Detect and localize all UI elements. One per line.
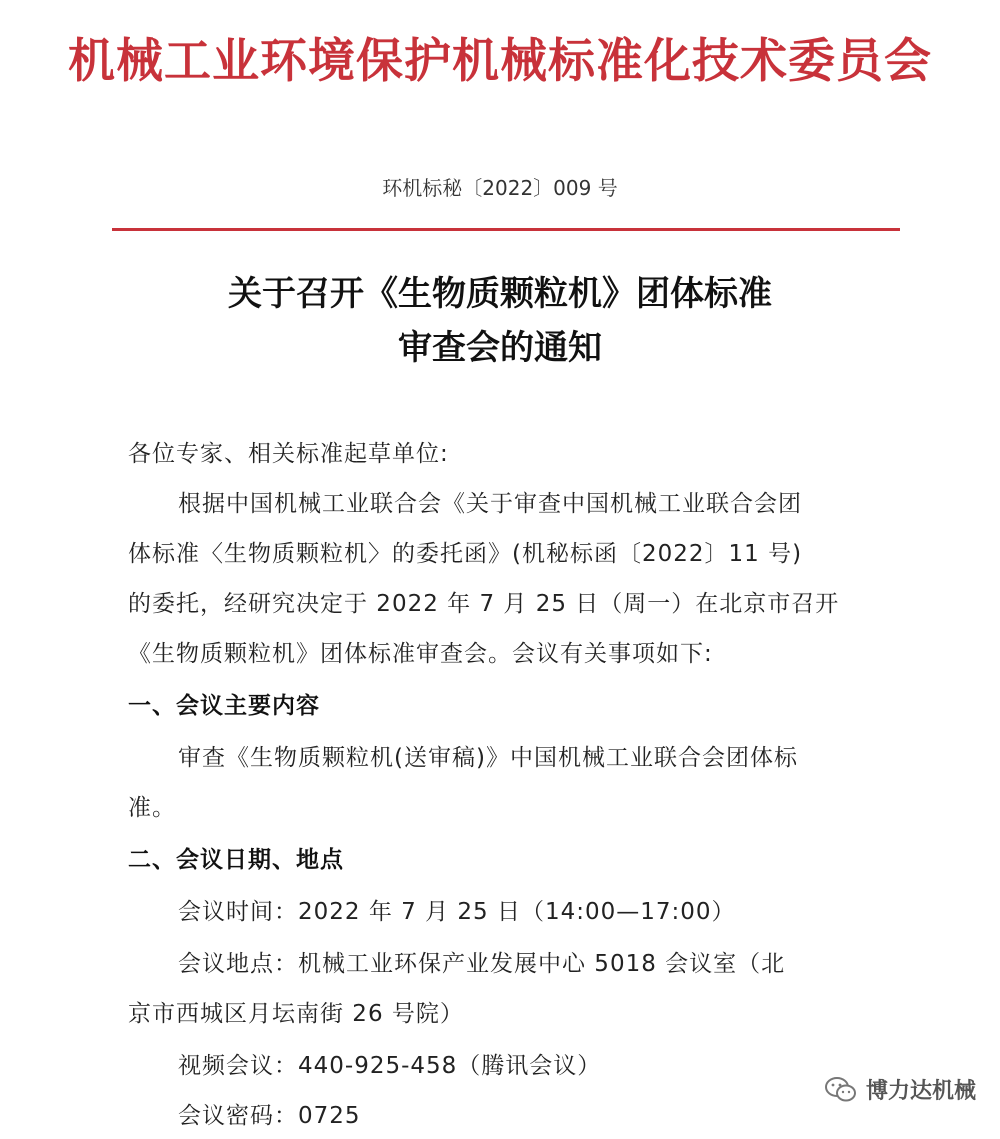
- meeting-password: 会议密码：0725: [178, 1103, 361, 1129]
- intro-line: 体标准〈生物质颗粒机〉的委托函》(机秘标函〔2022〕11 号): [128, 541, 803, 567]
- organization-letterhead: 机械工业环境保护机械标准化技术委员会: [68, 34, 932, 89]
- salutation: 各位专家、相关标准起草单位:: [128, 441, 449, 467]
- content-line: 准。: [128, 795, 176, 821]
- document-number: 环机标秘〔2022〕009 号: [382, 176, 618, 200]
- section-heading-content: 一、会议主要内容: [128, 693, 320, 719]
- intro-line: 《生物质颗粒机》团体标准审查会。会议有关事项如下:: [128, 641, 713, 667]
- meeting-location-cont: 京市西城区月坛南街 26 号院）: [128, 1001, 464, 1027]
- meeting-location: 会议地点：机械工业环保产业发展中心 5018 会议室（北: [178, 951, 786, 977]
- letterhead-divider: [112, 228, 900, 231]
- video-meeting: 视频会议：440-925-458（腾讯会议）: [178, 1053, 602, 1079]
- notice-title-line1: 关于召开《生物质颗粒机》团体标准: [228, 274, 772, 314]
- wechat-icon: [824, 1076, 858, 1104]
- notice-title-line2: 审查会的通知: [398, 328, 602, 368]
- section-heading-date-location: 二、会议日期、地点: [128, 847, 344, 873]
- watermark-text: 博力达机械: [865, 1079, 976, 1104]
- intro-line: 根据中国机械工业联合会《关于审查中国机械工业联合会团: [178, 491, 802, 517]
- account-watermark: [824, 1074, 976, 1105]
- intro-line: 的委托，经研究决定于 2022 年 7 月 25 日（周一）在北京市召开: [128, 591, 840, 617]
- content-line: 审查《生物质颗粒机(送审稿)》中国机械工业联合会团体标: [178, 745, 798, 771]
- meeting-time: 会议时间：2022 年 7 月 25 日（14:00—17:00）: [178, 899, 736, 925]
